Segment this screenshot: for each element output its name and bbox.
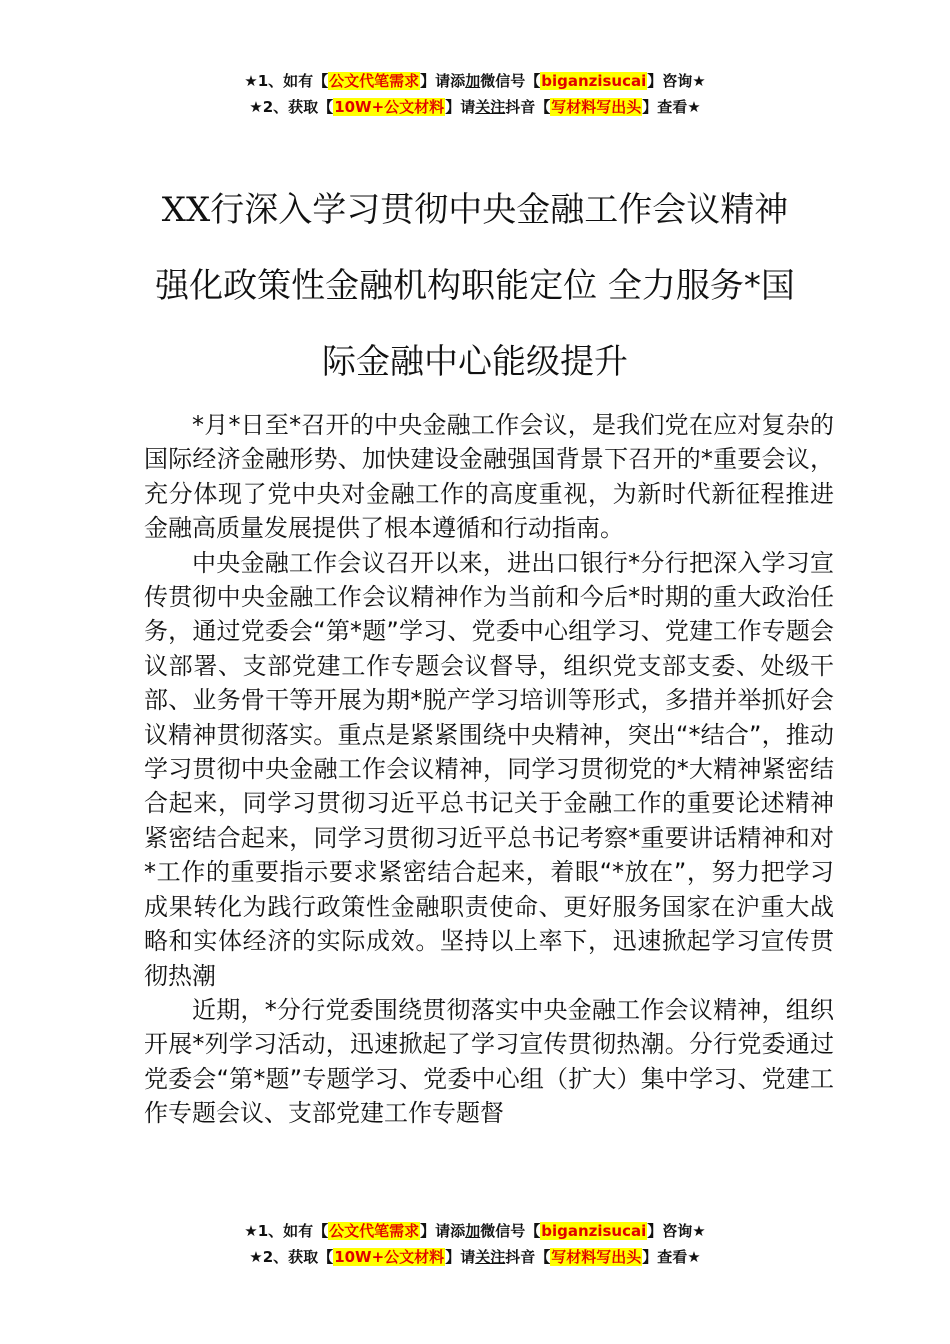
title-mark: XX (161, 190, 211, 230)
promo-highlight: biganzisucai (541, 72, 647, 90)
promo-text: 】请添 (420, 72, 466, 90)
promo-text: ★1、如有【 (244, 72, 329, 90)
promo-line-2 (0, 1244, 950, 1270)
promo-text: 】咨询★ (647, 1222, 706, 1240)
promo-highlight: 公文代笔需求 (329, 1222, 420, 1240)
promo-header (0, 68, 950, 120)
body-paragraph: 近期，*分行党委围绕贯彻落实中央金融工作会议精神，组织开展*列学习活动，迅速掀起了学习宣传贯彻热潮。分行党委通过党委会“第*题”专题学习、党委中心组（扩大）集中学习、党建工作专题会议、支部党建工作专题督 (144, 995, 834, 1128)
promo-text: 】咨询★ (647, 72, 706, 90)
title-line-2: 强化政策性金融机构职能定位 全力服务*国 (155, 266, 795, 306)
promo-text: 抖音【 (505, 98, 551, 116)
promo-highlight: 公文代笔需求 (329, 72, 420, 90)
promo-text: 】查看★ (642, 1248, 701, 1266)
promo-underline: 关注 (475, 1248, 506, 1266)
promo-highlight: 写材料写出头 (551, 1248, 642, 1266)
title-text: 行深入学习贯彻中央金融工作会议精神 (210, 190, 789, 230)
promo-text: 】请添 (420, 1222, 466, 1240)
promo-text: 微信号【 (480, 72, 541, 90)
title-line-3: 际金融中心能级提升 (322, 342, 628, 382)
promo-text: ★2、获取【 (249, 98, 334, 116)
promo-underline: 加 (465, 1222, 481, 1240)
document-body (144, 408, 834, 1131)
promo-line-1 (0, 68, 950, 94)
promo-underline: 关注 (475, 98, 506, 116)
promo-line-1 (0, 1218, 950, 1244)
promo-line-2 (0, 94, 950, 120)
body-paragraph: 中央金融工作会议召开以来，进出口银行*分行把深入学习宣传贯彻中央金融工作会议精神作为当前和今后*时期的重大政治任务，通过党委会“第*题”学习、党委中心组学习、党建工作专题会议部署、支部党建工作专题会议督导，组织党支部支委、处级干部、业务骨干等开展为期*脱产学习培训等形式，多措并举抓好会议精神贯彻落实。重点是紧紧围绕中央精神，突出“*结合”，推动学习贯彻中央金融工作会议精神，同学习贯彻党的*大精神紧密结合起来，同学习贯彻习近平总书记关于金融工作的重要论述精神紧密结合起来，同学习贯彻习近平总书记考察*重要讲话精神和对*工作的重要指示要求紧密结合起来，着眼“*放在”，努力把学习成果转化为践行政策性金融职责使命、更好服务国家在沪重大战略和实体经济的实际成效。坚持以上率下，迅速掀起学习宣传贯彻热潮 (144, 548, 834, 990)
promo-highlight: 写材料写出头 (551, 98, 642, 116)
title-line-1 (120, 172, 830, 248)
promo-underline: 加 (465, 72, 481, 90)
promo-footer (0, 1218, 950, 1270)
promo-highlight: 10W+公文材料 (334, 1248, 445, 1266)
promo-text: 抖音【 (505, 1248, 551, 1266)
promo-highlight: 10W+公文材料 (334, 98, 445, 116)
promo-text: 微信号【 (480, 1222, 541, 1240)
body-paragraph: *月*日至*召开的中央金融工作会议，是我们党在应对复杂的国际经济金融形势、加快建设金融强国背景下召开的*重要会议，充分体现了党中央对金融工作的高度重视，为新时代新征程推进金融高质量发展提供了根本遵循和行动指南。 (144, 411, 834, 543)
document-title (120, 172, 830, 400)
promo-text: 】查看★ (642, 98, 701, 116)
promo-text: ★1、如有【 (244, 1222, 329, 1240)
promo-text: ★2、获取【 (249, 1248, 334, 1266)
promo-highlight: biganzisucai (541, 1222, 647, 1240)
promo-text: 】请 (445, 98, 476, 116)
promo-text: 】请 (445, 1248, 476, 1266)
